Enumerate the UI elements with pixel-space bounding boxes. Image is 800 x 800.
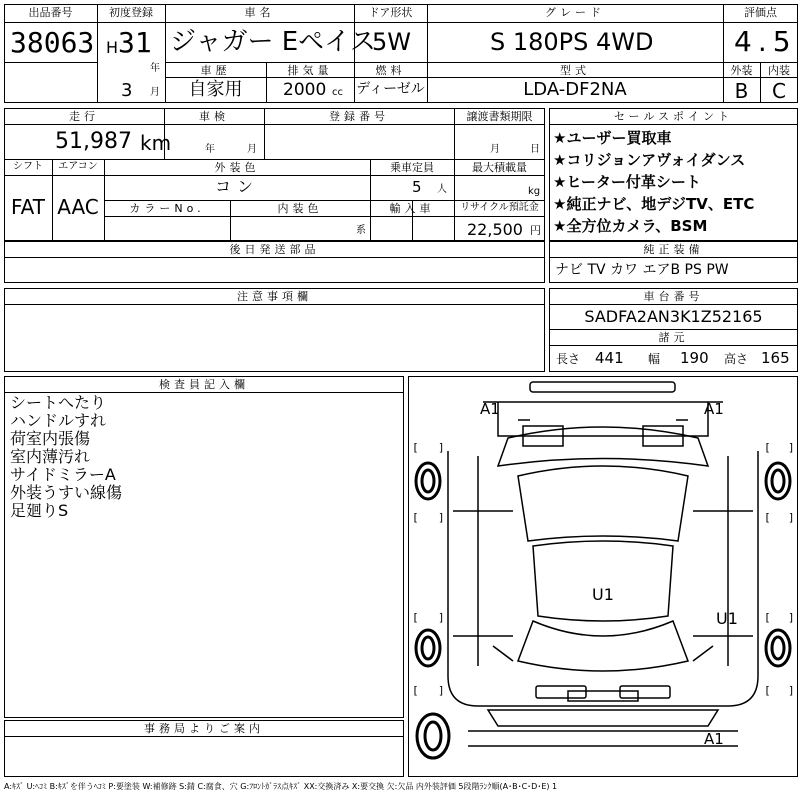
svg-text:[: [ [764,611,771,624]
car-name: ジャガー Eペイス [170,27,376,57]
door-label: ドア形状 [368,6,413,19]
recycle-unit: 円 [530,224,541,237]
width: 190 [680,349,709,367]
equipment-list: ナビ TV カワ エアB PS PW [555,262,729,278]
year-unit: 年 [150,63,160,74]
svg-text:[: [ [764,684,771,697]
sales-item: ★ユーザー買取車 [553,129,672,147]
height-label: 高さ [724,352,749,366]
disp-label: 排気量 [287,64,333,77]
svg-text:]: ] [788,441,795,454]
sales-label: セールスポイント [613,110,733,123]
svg-text:[: [ [412,441,419,454]
era: H [106,38,119,57]
ext-label: 外装 [730,64,753,77]
score: 4.5 [734,25,797,58]
inspector-line: 荷室内張傷 [10,429,91,448]
int-label: 内装 [768,64,790,77]
damage-mark: A1 [480,400,500,418]
capacity: 5 [412,178,422,196]
svg-text:]: ] [438,611,445,624]
inspector-line: 足廻りS [10,501,69,520]
notes-label: 注意事項欄 [237,290,312,303]
name-label: 車名 [244,6,275,19]
int-grade: C [772,79,786,103]
import-label: 輸入車 [389,202,435,215]
score-label: 評価点 [744,6,777,19]
grade: S 180PS 4WD [490,28,654,56]
svg-text:]: ] [788,684,795,697]
sales-item: ★コリジョンアヴォイダンス [553,151,746,169]
damage-mark: A1 [704,730,724,748]
colorno-label: カラーNo. [129,202,205,215]
exterior-color: コン [214,177,259,196]
chassis-number: SADFA2AN3K1Z52165 [584,307,763,326]
height: 165 [761,349,790,367]
damage-mark: U1 [716,609,738,628]
grade-label: グレード [545,6,605,19]
recycle-label: リサイクル預託金 [460,202,539,213]
capacity-unit: 人 [437,184,447,195]
transfer-day-unit: 日 [530,144,540,155]
inspector-line: 外装うすい線傷 [10,483,123,502]
equipment-label: 純正装備 [643,243,704,256]
ac-label: エアコン [58,161,98,172]
plate-label: 登録番号 [329,110,389,123]
svg-text:[: [ [412,684,419,697]
damage-mark: U1 [592,585,614,604]
svg-text:]: ] [438,684,445,697]
displacement: 2000 [283,80,327,100]
recycle-fee: 22,500 [467,220,523,239]
inspect-year-unit: 年 [205,144,215,155]
svg-text:[: [ [412,611,419,624]
load-unit: kg [528,186,541,197]
chassis-label: 車台番号 [643,290,704,303]
intcolor-label: 内装色 [277,202,323,215]
history-label: 車歴 [200,64,231,77]
car-diagram [408,376,798,777]
dims-label: 諸元 [658,331,689,344]
inspector-line: ハンドルすれ [10,411,107,430]
mileage: 51,987 [55,129,132,154]
door-type: 5W [372,28,411,56]
svg-text:[: [ [412,511,419,524]
inspector-line: シートへたり [10,393,107,412]
length-label: 長さ [556,352,581,366]
shift: FAT [10,195,45,219]
transfer-label: 譲渡書類期限 [466,110,533,123]
month-unit: 月 [150,87,160,98]
width-label: 幅 [648,352,661,366]
legend: A:ｷｽﾞ U:ﾍｺﾐ B:ｷｽﾞを伴うﾍｺﾐ P:要塗装 W:補修跡 S:錆 C:腐食、穴 G:ﾌﾛﾝﾄｶﾞﾗｽ点ｷｽﾞ XX:交換済み X:要交換 欠:欠品 内外装評価 5段階ﾗﾝｸ順(A･B･C･D･E) 1 [4,782,558,791]
model-label: 型式 [560,64,590,77]
load-label: 最大積載量 [472,161,527,174]
ac: AAC [57,195,99,219]
shift-label: シフト [13,161,43,172]
svg-text:[: [ [764,511,771,524]
inspector-line: 室内薄汚れ [10,447,91,466]
model-code: LDA-DF2NA [523,79,627,100]
disp-unit: cc [332,87,343,98]
inspector-line: サイドミラーA [10,465,116,484]
mileage-label: 走行 [69,110,99,123]
sales-item: ★全方位カメラ、BSM [553,217,708,235]
capacity-label: 乗車定員 [390,161,434,174]
lot-number: 38063 [10,26,95,59]
reg-label: 初度登録 [109,6,153,19]
lot-label: 出品番号 [28,6,73,19]
damage-mark: A1 [704,400,724,418]
color-label: 外装色 [214,161,260,174]
intcolor-unit: 系 [356,225,366,236]
transfer-month-unit: 月 [490,144,500,155]
reg-year: 31 [118,26,152,59]
svg-text:]: ] [788,611,795,624]
length: 441 [595,349,624,367]
ext-grade: B [734,79,749,103]
reg-month: 3 [121,80,133,101]
fuel: ディーゼル [356,81,425,97]
later-parts-label: 後日発送部品 [229,243,320,256]
office-label: 事務局よりご案内 [144,722,264,735]
svg-text:]: ] [438,511,445,524]
fuel-label: 燃料 [375,64,406,77]
svg-text:[: [ [764,441,771,454]
svg-text:]: ] [788,511,795,524]
sales-item: ★ヒーター付革シート [553,173,701,191]
inspector-label: 検査員記入欄 [159,378,249,391]
inspect-month-unit: 月 [247,144,257,155]
inspect-label: 車検 [199,110,229,123]
sales-item: ★純正ナビ、地デジTV、ETC [553,195,755,213]
history: 自家用 [188,79,243,100]
svg-text:]: ] [438,441,445,454]
mileage-unit: km [140,131,172,155]
